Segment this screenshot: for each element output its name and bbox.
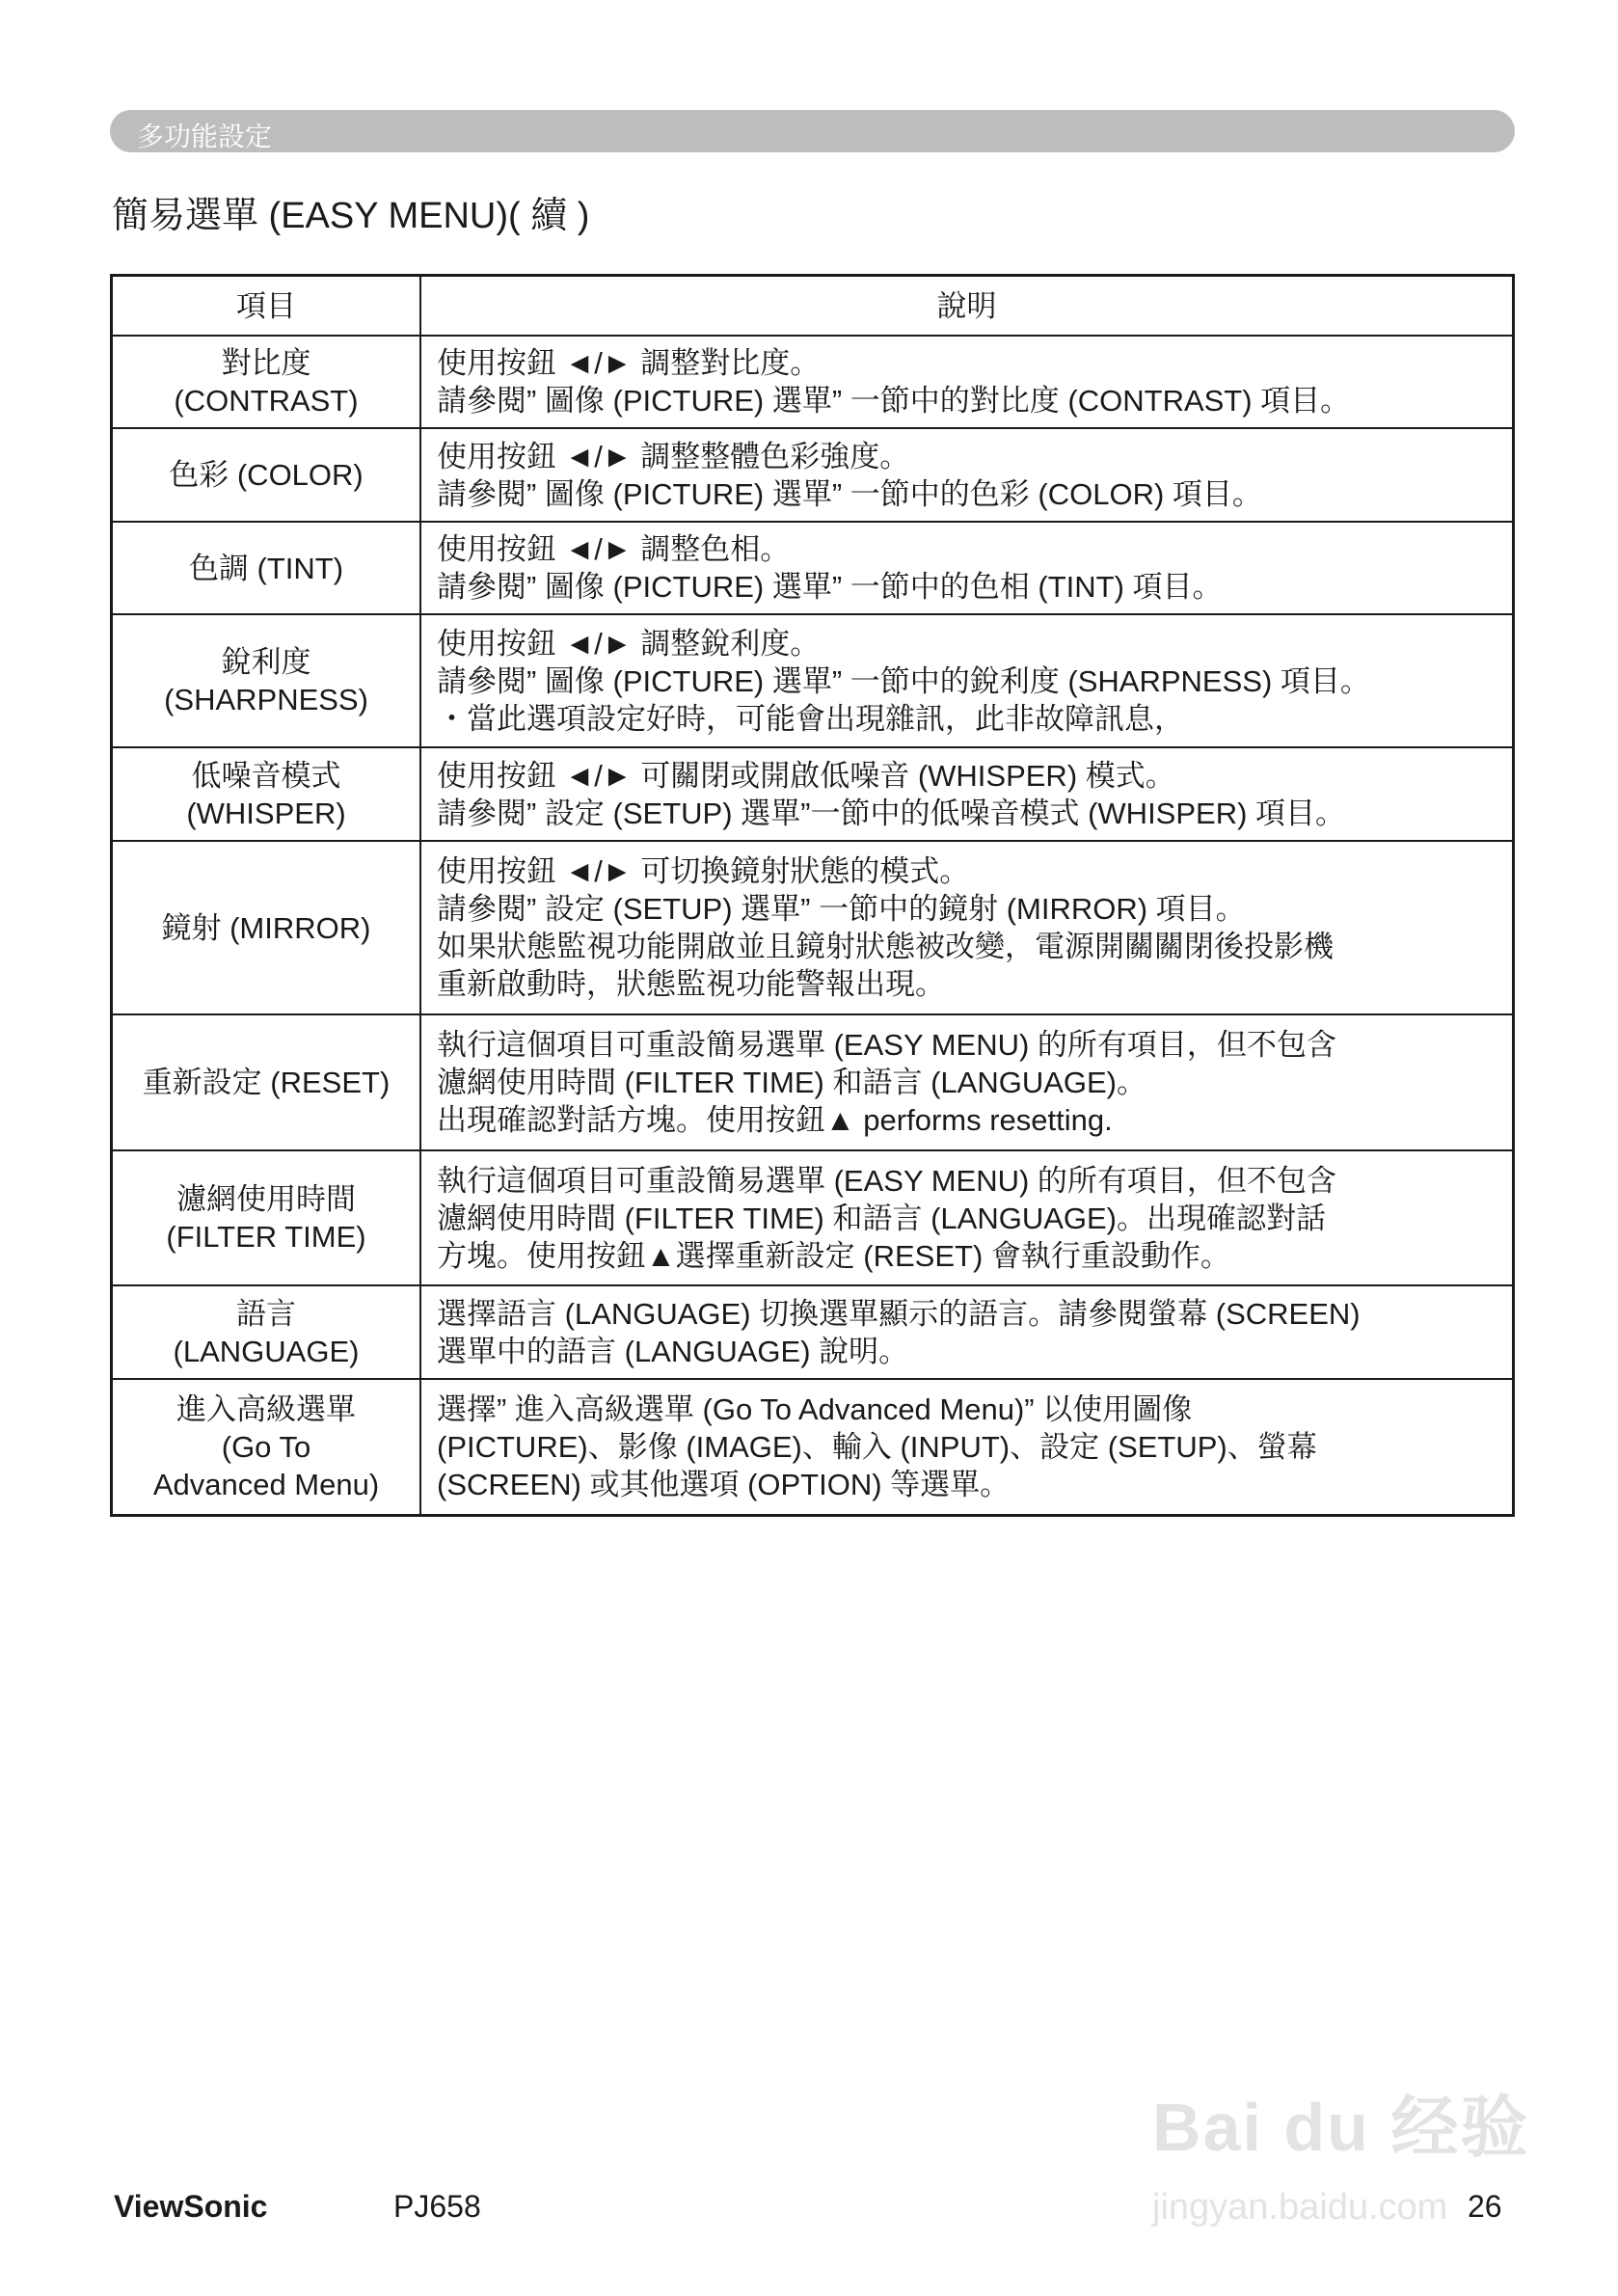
- section-header-bar: [110, 110, 1515, 152]
- description-cell: [420, 428, 1514, 522]
- item-cell: [112, 336, 421, 428]
- description-line: 請參閱” 圖像 (PICTURE) 選單” 一節中的銳利度 (SHARPNESS) 項目。: [437, 663, 1370, 698]
- description-line: 選擇” 進入高級選單 (Go To Advanced Menu)” 以使用圖像: [437, 1391, 1193, 1426]
- column-header-item: 項目: [112, 276, 421, 337]
- item-line: 鏡射 (MIRROR): [161, 910, 371, 945]
- table-row: [112, 1014, 1514, 1150]
- description-line: 使用按鈕 ◄/► 可切換鏡射狀態的模式。: [437, 854, 970, 888]
- item-line: Advanced Menu): [152, 1467, 380, 1501]
- footer-model: PJ658: [393, 2189, 481, 2224]
- column-header-description: 說明: [420, 276, 1514, 337]
- description-line: 請參閱” 圖像 (PICTURE) 選單” 一節中的對比度 (CONTRAST) 項目。: [437, 384, 1351, 418]
- item-line: (SHARPNESS): [164, 683, 368, 716]
- description-line: 方塊。使用按鈕▲選擇重新設定 (RESET) 會執行重設動作。: [437, 1238, 1230, 1273]
- item-line: 色彩 (COLOR): [169, 458, 364, 492]
- item-cell: [112, 614, 421, 747]
- table-row: [112, 1150, 1514, 1285]
- easy-menu-table: [110, 274, 1515, 1517]
- item-line: (FILTER TIME): [166, 1220, 366, 1254]
- description-cell: [420, 1379, 1514, 1515]
- description-line: 選單中的語言 (LANGUAGE) 說明。: [437, 1334, 909, 1368]
- description-line: 重新啟動時，狀態監視功能警報出現。: [437, 967, 945, 1001]
- item-line: 銳利度: [221, 645, 311, 679]
- page-number: 26: [1468, 2189, 1502, 2224]
- description-line: ・當此選項設定好時，可能會出現雜訊，此非故障訊息，: [437, 701, 1184, 736]
- description-cell: [420, 336, 1514, 428]
- table-row: [112, 428, 1514, 522]
- description-line: 執行這個項目可重設簡易選單 (EASY MENU) 的所有項目，但不包含: [437, 1028, 1336, 1062]
- table-header-row: [112, 276, 1514, 337]
- description-line: 出現確認對話方塊。使用按鈕▲ performs resetting.: [437, 1103, 1113, 1137]
- item-line: (CONTRAST): [174, 384, 359, 418]
- table-row: [112, 747, 1514, 841]
- item-cell: [112, 1285, 421, 1379]
- description-line: 濾網使用時間 (FILTER TIME) 和語言 (LANGUAGE)。: [437, 1066, 1146, 1099]
- item-cell: [112, 747, 421, 841]
- item-line: 色調 (TINT): [188, 551, 344, 585]
- description-cell: [420, 1285, 1514, 1379]
- item-line: (Go To: [221, 1429, 311, 1464]
- table-row: [112, 336, 1514, 428]
- description-cell: [420, 522, 1514, 614]
- description-cell: [420, 614, 1514, 747]
- watermark-url: jingyan.baidu.com: [1152, 2187, 1448, 2228]
- description-line: 使用按鈕 ◄/► 調整色相。: [437, 532, 791, 566]
- item-cell: [112, 1150, 421, 1285]
- watermark-logo: Bai du 经验: [1152, 2090, 1530, 2165]
- description-line: 執行這個項目可重設簡易選單 (EASY MENU) 的所有項目，但不包含: [437, 1163, 1336, 1198]
- description-line: 請參閱” 設定 (SETUP) 選單” 一節中的鏡射 (MIRROR) 項目。: [437, 892, 1246, 926]
- description-line: 如果狀態監視功能開啟並且鏡射狀態被改變，電源開關關閉後投影機: [437, 930, 1334, 963]
- table-row: [112, 614, 1514, 747]
- item-line: 重新設定 (RESET): [142, 1066, 391, 1099]
- description-cell: [420, 1014, 1514, 1150]
- item-line: 進入高級選單: [176, 1391, 356, 1426]
- description-line: 使用按鈕 ◄/► 調整銳利度。: [437, 626, 821, 661]
- footer-brand: ViewSonic: [114, 2189, 268, 2224]
- description-line: 濾網使用時間 (FILTER TIME) 和語言 (LANGUAGE)。出現確認對話: [437, 1201, 1326, 1235]
- description-line: (SCREEN) 或其他選項 (OPTION) 等選單。: [437, 1467, 1011, 1501]
- item-line: 對比度: [221, 346, 311, 380]
- description-line: 使用按鈕 ◄/► 調整整體色彩強度。: [437, 439, 910, 473]
- description-line: 請參閱” 圖像 (PICTURE) 選單” 一節中的色相 (TINT) 項目。: [437, 570, 1223, 604]
- description-line: 使用按鈕 ◄/► 調整對比度。: [437, 346, 821, 380]
- item-line: 語言: [236, 1296, 296, 1331]
- item-cell: [112, 1379, 421, 1515]
- table-row: [112, 522, 1514, 614]
- description-line: 選擇語言 (LANGUAGE) 切換選單顯示的語言。請參閱螢幕 (SCREEN): [437, 1296, 1361, 1331]
- description-line: 請參閱” 設定 (SETUP) 選單”一節中的低噪音模式 (WHISPER) 項目。: [437, 796, 1346, 830]
- item-line: (WHISPER): [186, 796, 346, 830]
- description-cell: [420, 1150, 1514, 1285]
- description-line: 請參閱” 圖像 (PICTURE) 選單” 一節中的色彩 (COLOR) 項目。: [437, 476, 1262, 511]
- item-cell: [112, 522, 421, 614]
- item-cell: [112, 1014, 421, 1150]
- description-cell: [420, 747, 1514, 841]
- description-line: (PICTURE)、影像 (IMAGE)、輸入 (INPUT)、設定 (SETUP)、螢幕: [437, 1429, 1317, 1464]
- item-cell: [112, 428, 421, 522]
- page-title: 簡易選單 (EASY MENU)( 續 ): [112, 196, 590, 236]
- table-row: [112, 841, 1514, 1014]
- table-row: [112, 1379, 1514, 1515]
- item-line: (LANGUAGE): [173, 1334, 360, 1368]
- section-label: 多功能設定: [137, 122, 273, 151]
- item-line: 低噪音模式: [191, 758, 341, 793]
- description-cell: [420, 841, 1514, 1014]
- table-row: [112, 1285, 1514, 1379]
- item-cell: [112, 841, 421, 1014]
- description-line: 使用按鈕 ◄/► 可關閉或開啟低噪音 (WHISPER) 模式。: [437, 758, 1175, 793]
- item-line: 濾網使用時間: [176, 1182, 356, 1216]
